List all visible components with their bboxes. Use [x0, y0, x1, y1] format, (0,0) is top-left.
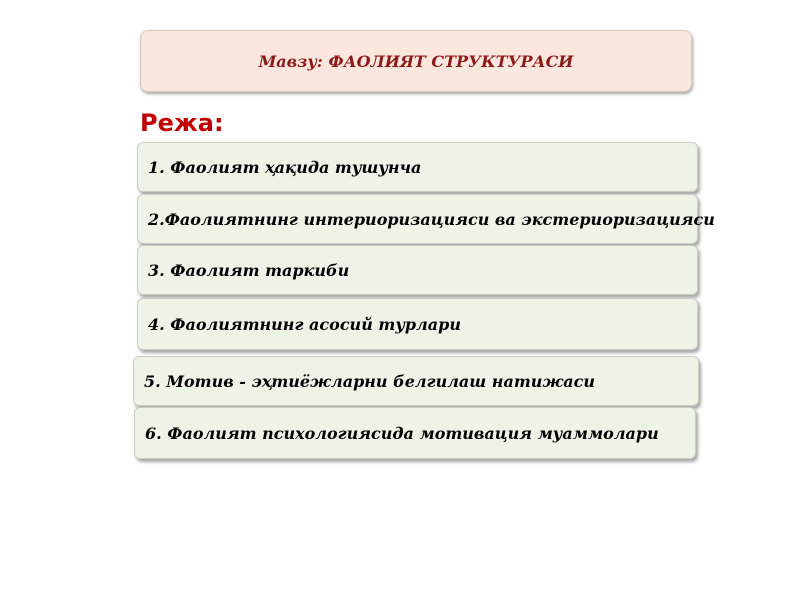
slide-title: Мавзу: ФАОЛИЯТ СТРУКТУРАСИ [258, 51, 574, 71]
plan-item-label: 2.Фаолиятнинг интериоризацияси ва экстериоризацияси [148, 209, 715, 229]
plan-item-6 [134, 407, 696, 459]
plan-item-1 [137, 142, 698, 192]
plan-item-label: 4. Фаолиятнинг асосий турлари [148, 314, 461, 334]
plan-item-label: 5. Мотив - эҳтиёжларни белгилаш натижаси [144, 371, 596, 391]
plan-item-label: 6. Фаолият психологиясида мотивация муаммолари [145, 423, 659, 443]
plan-item-label: 3. Фаолият таркиби [148, 260, 350, 280]
plan-heading: Режа: [140, 109, 224, 137]
plan-item-3 [137, 245, 698, 295]
plan-item-5 [133, 356, 699, 406]
plan-item-4 [137, 298, 698, 350]
title-box [140, 30, 692, 92]
plan-item-label: 1. Фаолият ҳақида тушунча [148, 157, 422, 177]
plan-item-2 [137, 194, 715, 244]
